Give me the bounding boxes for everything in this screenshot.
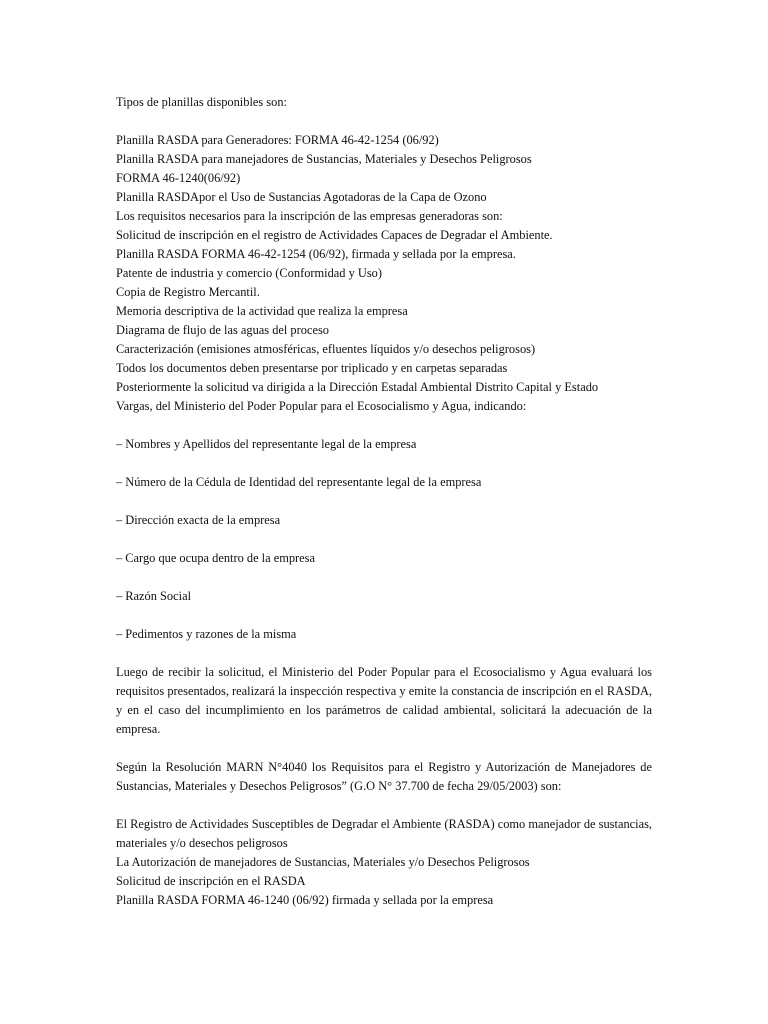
paragraph-resolucion: Según la Resolución MARN N°4040 los Requisitos para el Registro y Autorización de Manejadores de Sustancias, Materiales y Desechos Peligrosos” (G.O N° 37.700 de fecha 29/05/2003) son: bbox=[116, 760, 652, 793]
list-item: Planilla RASDApor el Uso de Sustancias Agotadoras de la Capa de Ozono bbox=[116, 190, 487, 204]
list-item: Vargas, del Ministerio del Poder Popular para el Ecosocialismo y Agua, indicando: bbox=[116, 399, 527, 413]
dash-item: – Nombres y Apellidos del representante legal de la empresa bbox=[116, 437, 417, 451]
spacer bbox=[116, 492, 652, 511]
list-item: Los requisitos necesarios para la inscripción de las empresas generadoras son: bbox=[116, 209, 503, 223]
list-item: Patente de industria y comercio (Conformidad y Uso) bbox=[116, 266, 382, 280]
list-item: Solicitud de inscripción en el registro de Actividades Capaces de Degradar el Ambiente. bbox=[116, 228, 553, 242]
dash-list bbox=[116, 435, 652, 644]
spacer bbox=[116, 568, 652, 587]
spacer bbox=[116, 644, 652, 663]
spacer bbox=[116, 796, 652, 815]
spacer bbox=[116, 454, 652, 473]
spacer bbox=[116, 739, 652, 758]
list-item: Planilla RASDA para Generadores: FORMA 46-42-1254 (06/92) bbox=[116, 133, 439, 147]
list-item: Planilla RASDA FORMA 46-1240 (06/92) firmada y sellada por la empresa bbox=[116, 893, 494, 907]
list-item: Copia de Registro Mercantil. bbox=[116, 285, 260, 299]
paragraph-registro: El Registro de Actividades Susceptibles de Degradar el Ambiente (RASDA) como manejador de sustancias, materiales y/o desechos peligrosos bbox=[116, 817, 652, 850]
list-item: Caracterización (emisiones atmosféricas, efluentes líquidos y/o desechos peligrosos) bbox=[116, 342, 536, 356]
planillas-list bbox=[116, 131, 652, 416]
dash-item: – Cargo que ocupa dentro de la empresa bbox=[116, 551, 315, 565]
dash-item: – Pedimentos y razones de la misma bbox=[116, 627, 297, 641]
spacer bbox=[116, 416, 652, 435]
spacer bbox=[116, 606, 652, 625]
dash-item: – Número de la Cédula de Identidad del representante legal de la empresa bbox=[116, 475, 482, 489]
list-item: Memoria descriptiva de la actividad que realiza la empresa bbox=[116, 304, 408, 318]
list-item: Todos los documentos deben presentarse por triplicado y en carpetas separadas bbox=[116, 361, 508, 375]
list-item: Solicitud de inscripción en el RASDA bbox=[116, 874, 306, 888]
spacer bbox=[116, 530, 652, 549]
list-item: FORMA 46-1240(06/92) bbox=[116, 171, 241, 185]
list-item: Diagrama de flujo de las aguas del proceso bbox=[116, 323, 329, 337]
list-item: Planilla RASDA para manejadores de Sustancias, Materiales y Desechos Peligrosos bbox=[116, 152, 532, 166]
dash-item: – Dirección exacta de la empresa bbox=[116, 513, 281, 527]
dash-item: – Razón Social bbox=[116, 589, 192, 603]
document-body bbox=[116, 93, 652, 910]
list-item: Planilla RASDA FORMA 46-42-1254 (06/92), firmada y sellada por la empresa. bbox=[116, 247, 516, 261]
spacer bbox=[116, 112, 652, 131]
list-item: Posteriormente la solicitud va dirigida a la Dirección Estadal Ambiental Distrito Capital y Estado bbox=[116, 380, 599, 394]
requisitos-list bbox=[116, 853, 652, 910]
list-item: La Autorización de manejadores de Sustancias, Materiales y/o Desechos Peligrosos bbox=[116, 855, 530, 869]
intro-line: Tipos de planillas disponibles son: bbox=[116, 95, 287, 109]
paragraph-ministerio: Luego de recibir la solicitud, el Ministerio del Poder Popular para el Ecosocialismo y Agua evaluará los requisitos presentados, realizará la inspección respectiva y emite la constancia de inscripción en el RASDA, y en el caso del incumplimiento en los parámetros de calidad ambiental, solicitará la adecuación de la empresa. bbox=[116, 665, 652, 736]
